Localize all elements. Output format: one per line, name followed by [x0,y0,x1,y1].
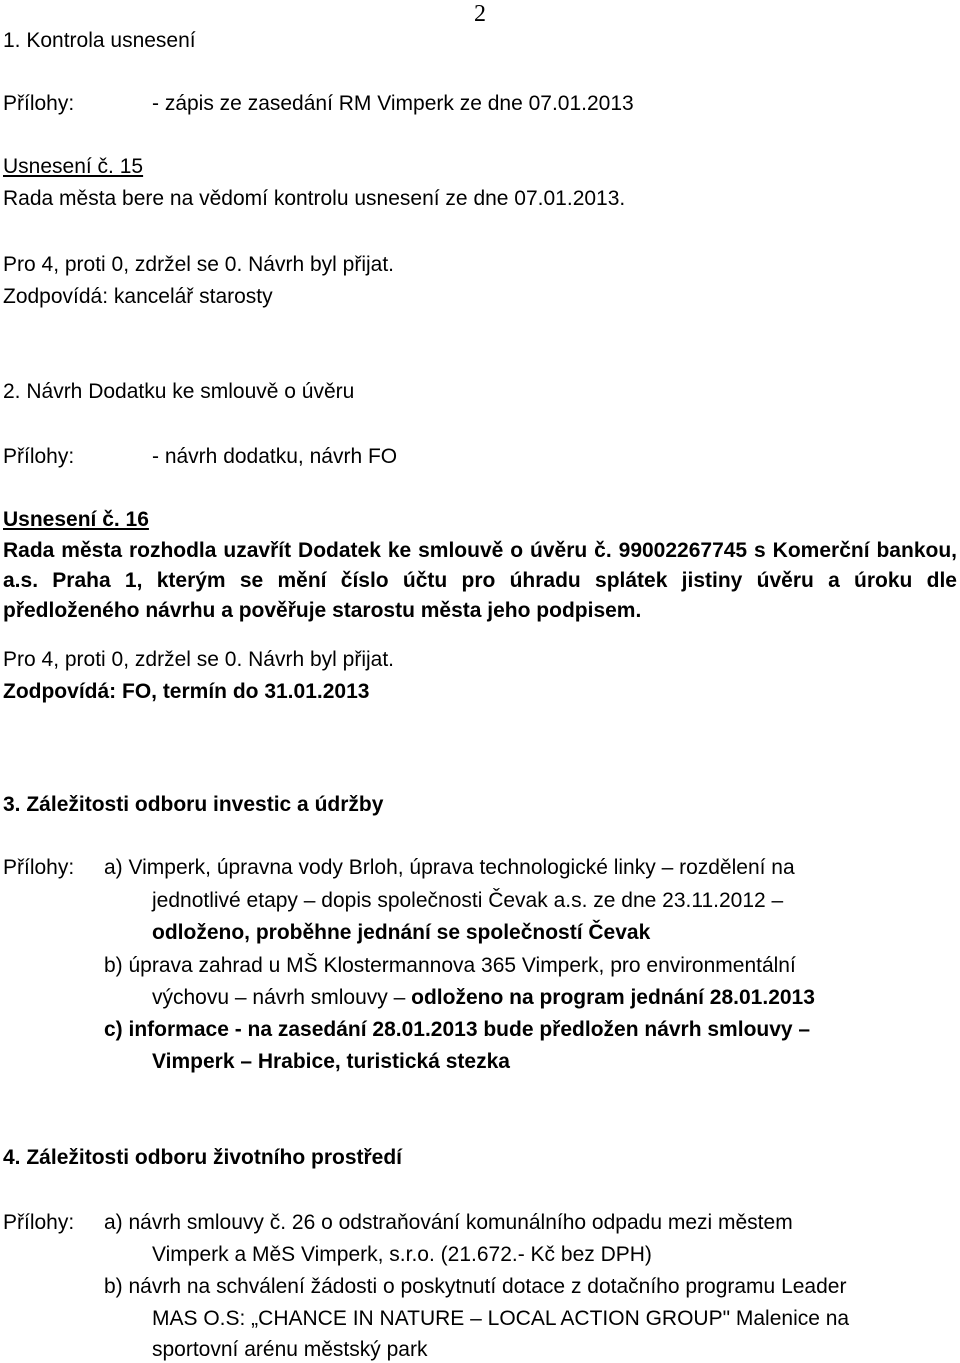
section-1-attachment: - zápis ze zasedání RM Vimperk ze dne 07.01.2013 [152,92,634,115]
section-3-item-b-line1: b) úprava zahrad u MŠ Klostermannova 365 Vimperk, pro environmentální [104,954,796,977]
section-1-heading: 1. Kontrola usnesení [3,29,196,52]
section-4-heading: 4. Záležitosti odboru životního prostředí [3,1146,403,1169]
section-1-responsible: Zodpovídá: kancelář starosty [3,285,273,308]
section-2-attachment: - návrh dodatku, návrh FO [152,445,398,468]
section-3-item-a-line3: odloženo, proběhne jednání se společností Čevak [152,921,651,944]
page-number: 2 [474,1,486,27]
section-3-item-b-line2-bold: odloženo na program jednání 28.01.2013 [411,986,815,1009]
section-1-attachments-label: Přílohy: [3,92,75,115]
section-3-item-c-line1: c) informace - na zasedání 28.01.2013 bude předložen návrh smlouvy – [104,1018,811,1041]
section-2-resolution-number: Usnesení č. 16 [3,508,149,531]
section-4-item-b-line2: MAS O.S: „CHANCE IN NATURE – LOCAL ACTION GROUP" Malenice na [152,1307,850,1330]
section-2-resolution-text: Rada města rozhodla uzavřít Dodatek ke smlouvě o úvěru č. 99002267745 s Komerční bankou, a.s. Praha 1, kterým se mění číslo účtu pro úhradu splátek jistiny úvěru a úroku dle předloženého návrhu a pověřuje starostu města jeho podpisem. [3,539,957,622]
section-3-item-a-line2: jednotlivé etapy – dopis společnosti Čevak a.s. ze dne 23.11.2012 – [152,889,784,912]
section-2-responsible: Zodpovídá: FO, termín do 31.01.2013 [3,680,370,703]
section-3-item-c-line2: Vimperk – Hrabice, turistická stezka [152,1050,510,1073]
section-1-vote: Pro 4, proti 0, zdržel se 0. Návrh byl přijat. [3,253,394,276]
section-4-item-b-line3: sportovní arénu městský park [152,1338,428,1361]
section-4-attachments-label: Přílohy: [3,1211,75,1234]
section-4-item-a-line2: Vimperk a MěS Vimperk, s.r.o. (21.672.- Kč bez DPH) [152,1243,652,1266]
section-3-attachments-label: Přílohy: [3,856,75,879]
section-2-vote: Pro 4, proti 0, zdržel se 0. Návrh byl přijat. [3,648,394,671]
section-1-resolution-text: Rada města bere na vědomí kontrolu usnesení ze dne 07.01.2013. [3,187,626,210]
section-4-item-a-line1: a) návrh smlouvy č. 26 o odstraňování komunálního odpadu mezi městem [104,1211,793,1234]
section-3-heading: 3. Záležitosti odboru investic a údržby [3,793,384,816]
section-4-item-b-line1: b) návrh na schválení žádosti o poskytnutí dotace z dotačního programu Leader [104,1275,847,1298]
section-3-item-b-line2-normal: výchovu – návrh smlouvy – [152,986,412,1009]
section-3-item-a-line1: a) Vimperk, úpravna vody Brloh, úprava technologické linky – rozdělení na [104,856,795,879]
section-2-attachments-label: Přílohy: [3,445,75,468]
section-2-heading: 2. Návrh Dodatku ke smlouvě o úvěru [3,380,355,403]
section-3-item-b-line2 [152,987,815,1008]
section-1-resolution-number: Usnesení č. 15 [3,155,144,178]
